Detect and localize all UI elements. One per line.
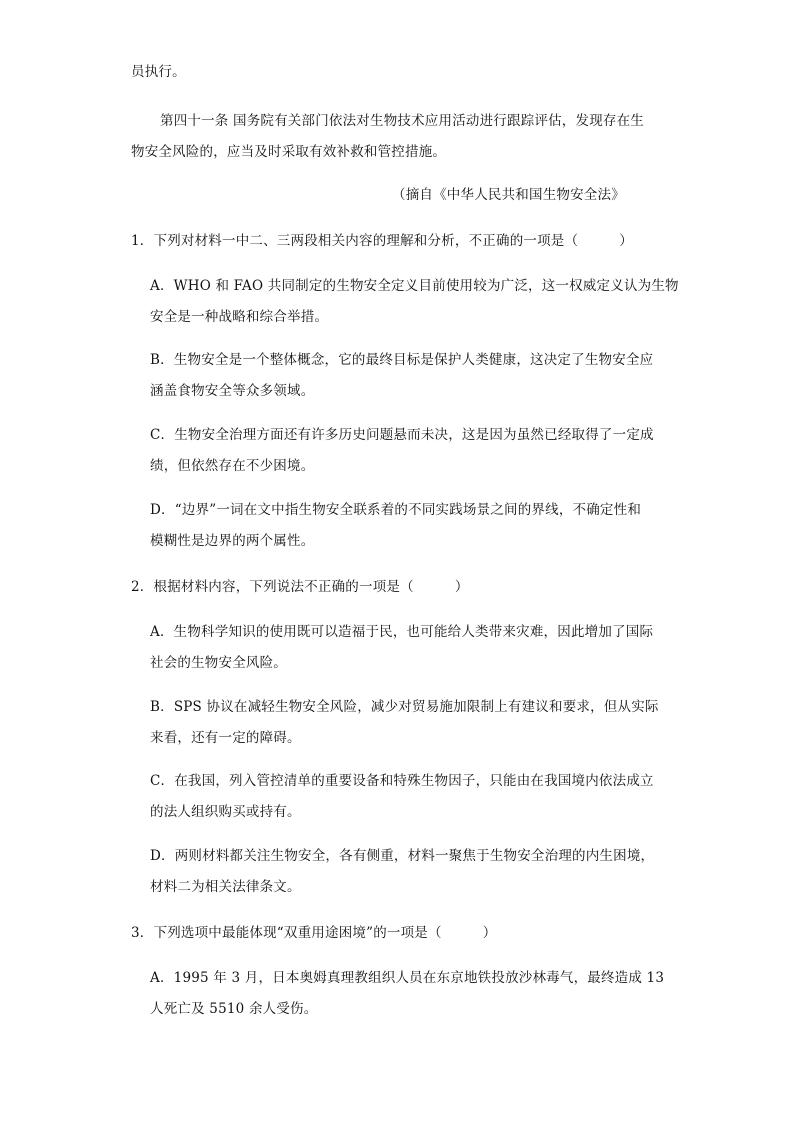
- q1-option-d-line-2: 模糊性是边界的两个属性。: [150, 533, 315, 549]
- q1-option-b-line-1: B．生物安全是一个整体概念，它的最终目标是保护人类健康，这决定了生物安全应: [150, 352, 654, 368]
- question-3-stem: 3．下列选项中最能体现“双重用途困境”的一项是（ ）: [131, 925, 497, 941]
- q1-option-d-line-1: D．“边界”一词在文中指生物安全联系着的不同实践场景之间的界线，不确定性和: [150, 502, 642, 518]
- q1-option-c-line-2: 绩，但依然存在不少困境。: [150, 458, 315, 474]
- article-41-line-2: 物安全风险的，应当及时采取有效补救和管控措施。: [131, 144, 447, 160]
- q1-option-c-line-1: C．生物安全治理方面还有许多历史问题悬而未决，这是因为虽然已经取得了一定成: [150, 427, 654, 443]
- q1-option-a-line-2: 安全是一种战略和综合举措。: [150, 309, 329, 325]
- q2-option-c-line-1: C．在我国，列入管控清单的重要设备和特殊生物因子，只能由在我国境内依法成立: [150, 773, 654, 789]
- question-2-stem: 2．根据材料内容，下列说法不正确的一项是（ ）: [131, 579, 469, 595]
- q3-option-a-line-2: 人死亡及 5510 余人受伤。: [150, 1001, 318, 1017]
- q3-option-a-line-1: A．1995 年 3 月，日本奥姆真理教组织人员在东京地铁投放沙林毒气，最终造成 13: [150, 970, 665, 986]
- q2-option-a-line-2: 社会的生物安全风险。: [150, 655, 287, 671]
- q2-option-d-line-2: 材料二为相关法律条文。: [150, 879, 301, 895]
- question-1-stem: 1．下列对材料一中二、三两段相关内容的理解和分析，不正确的一项是（ ）: [131, 233, 633, 249]
- article-41-line-1: 第四十一条 国务院有关部门依法对生物技术应用活动进行跟踪评估，发现存在生: [160, 113, 644, 129]
- q1-option-b-line-2: 涵盖食物安全等众多领域。: [150, 383, 315, 399]
- source-citation: （摘自《中华人民共和国生物安全法》: [392, 187, 625, 203]
- q2-option-b-line-2: 来看，还有一定的障碍。: [150, 730, 301, 746]
- intro-tail-text: 员执行。: [131, 64, 186, 80]
- q2-option-c-line-2: 的法人组织购买或持有。: [150, 804, 301, 820]
- q2-option-d-line-1: D．两则材料都关注生物安全，各有侧重，材料一聚焦于生物安全治理的内生困境，: [150, 848, 655, 864]
- q1-option-a-line-1: A．WHO 和 FAO 共同制定的生物安全定义目前使用较为广泛，这一权威定义认为生物: [150, 278, 679, 294]
- q2-option-b-line-1: B．SPS 协议在减轻生物安全风险，减少对贸易施加限制上有建议和要求，但从实际: [150, 699, 659, 715]
- q2-option-a-line-1: A．生物科学知识的使用既可以造福于民，也可能给人类带来灾难，因此增加了国际: [150, 624, 654, 640]
